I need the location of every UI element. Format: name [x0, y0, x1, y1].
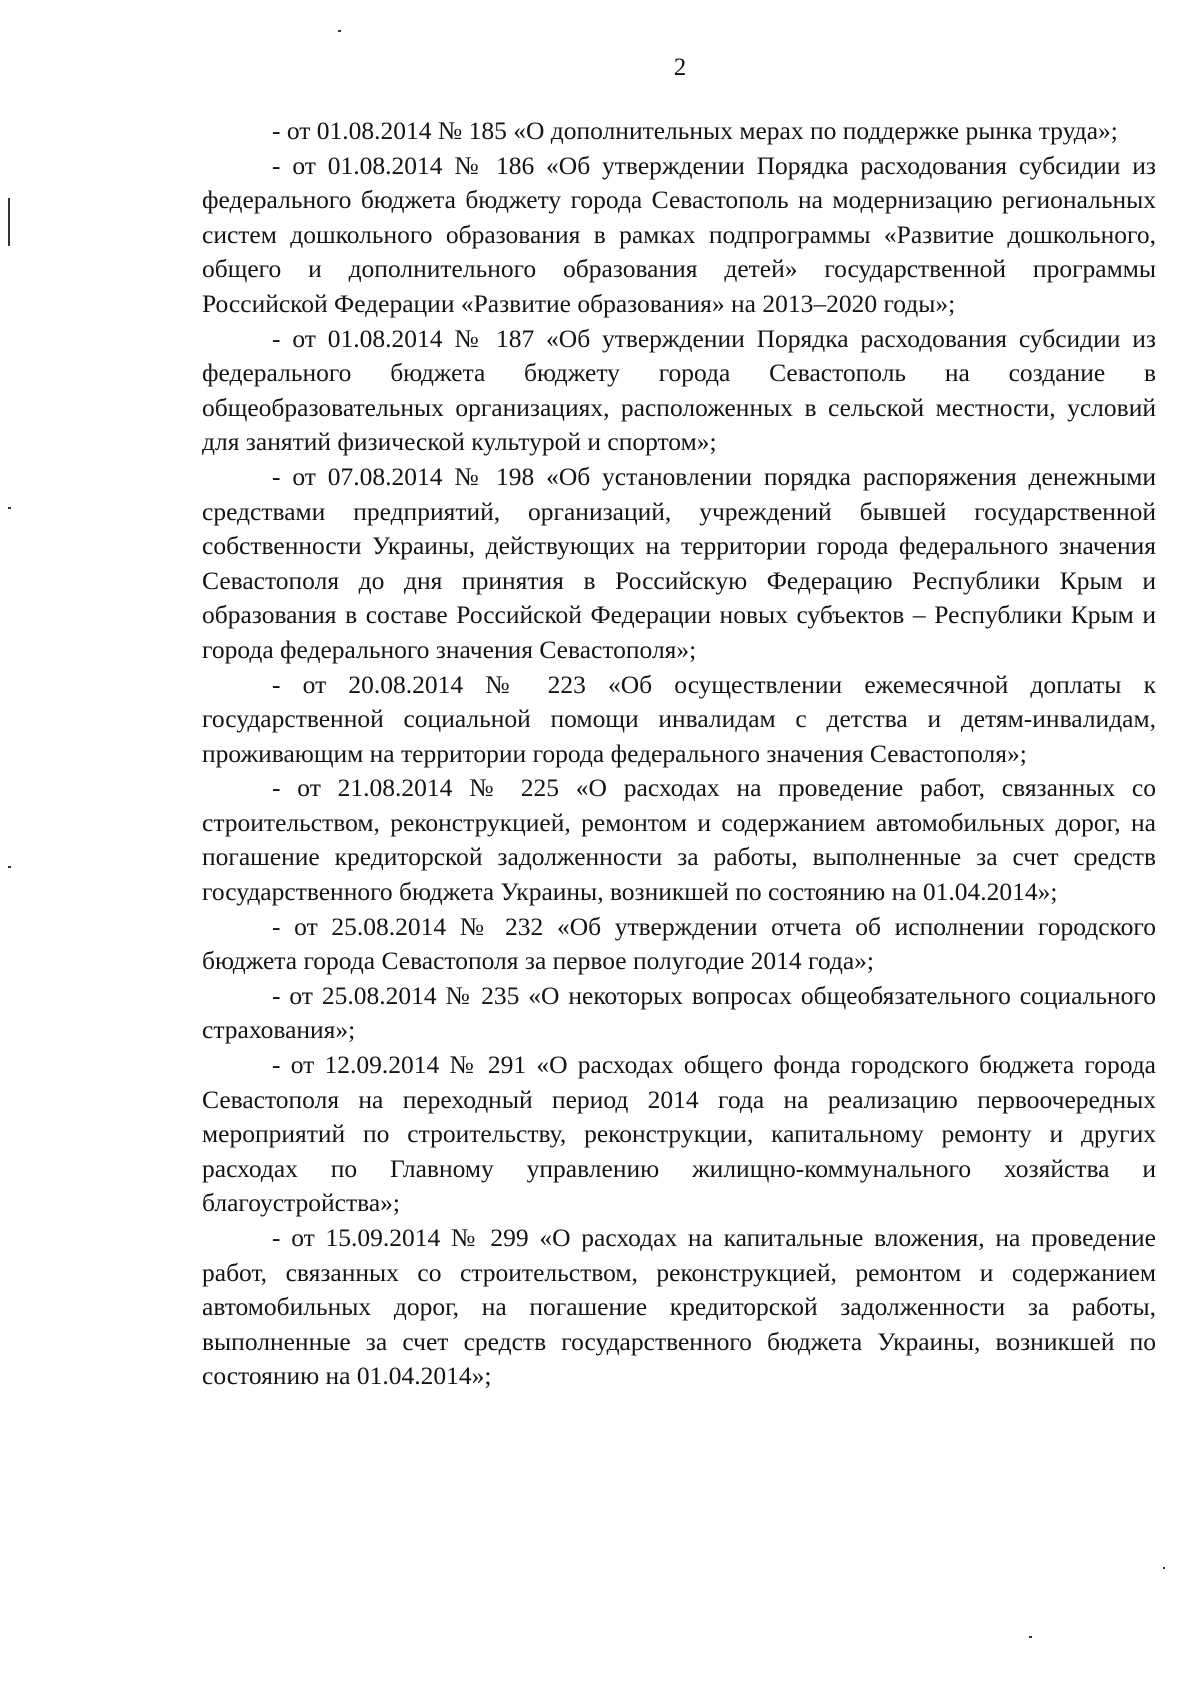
list-item: - от 12.09.2014 № 291 «О расходах общего фонда городского бюджета города Севастополя на переходный период 2014 года на реализацию первоочередных мероприятий по строительству, реконструкции, капитальному ремонту и других расходах по Главному управлению жилищно-коммунального хозяйства и благоустройства»; — [202, 1050, 1156, 1218]
scan-margin-mark — [8, 198, 10, 246]
list-item: - от 07.08.2014 № 198 «Об установлении порядка распоряжения денежными средствами предприятий, организаций, учреждений бывшей государственной собственности Украины, действующих на территории города федерального значения Севастополя до дня принятия в Российскую Федерацию Республики Крым и образования в составе Российской Федерации новых субъектов – Республики Крым и города федерального значения Севастополя»; — [202, 461, 1156, 664]
resolution-list — [202, 114, 1156, 1394]
list-item: - от 20.08.2014 № 223 «Об осуществлении ежемесячной доплаты к государственной социальной помощи инвалидам с детства и детям-инвалидам, проживающим на территории города федерального значения Севастополя»; — [202, 669, 1156, 768]
scan-speck — [1163, 1567, 1165, 1569]
list-item: - от 01.08.2014 № 186 «Об утверждении Порядка расходования субсидии из федерального бюджета бюджету города Севастополь на модернизацию региональных систем дошкольного образования в рамках подпрограммы «Развитие дошкольного, общего и дополнительного образования детей» государственной программы Российской Федерации «Развитие образования» на 2013–2020 годы»; — [202, 150, 1156, 318]
list-item: - от 25.08.2014 № 235 «О некоторых вопросах общеобязательного социального страхования»; — [202, 980, 1156, 1045]
page-number: 2 — [673, 54, 687, 81]
list-item: - от 01.08.2014 № 185 «О дополнительных мерах по поддержке рынка труда»; — [272, 116, 1118, 145]
scan-speck — [8, 866, 11, 868]
scan-speck — [338, 30, 341, 32]
list-item: - от 01.08.2014 № 187 «Об утверждении Порядка расходования субсидии из федерального бюджета бюджету города Севастополь на создание в общеобразовательных организациях, расположенных в сельской местности, условий для занятий физической культурой и спортом»; — [202, 323, 1156, 457]
list-item: - от 25.08.2014 № 232 «Об утверждении отчета об исполнении городского бюджета города Севастополя за первое полугодие 2014 года»; — [202, 911, 1156, 976]
scan-speck — [8, 507, 11, 509]
list-item: - от 15.09.2014 № 299 «О расходах на капитальные вложения, на проведение работ, связанных со строительством, реконструкцией, ремонтом и содержанием автомобильных дорог, на погашение кредиторской задолженности за работы, выполненные за счет средств государственного бюджета Украины, возникшей по состоянию на 01.04.2014»; — [202, 1223, 1156, 1391]
list-item: - от 21.08.2014 № 225 «О расходах на проведение работ, связанных со строительством, реконструкцией, ремонтом и содержанием автомобильных дорог, на погашение кредиторской задолженности за работы, выполненные за счет средств государственного бюджета Украины, возникшей по состоянию на 01.04.2014»; — [202, 773, 1156, 907]
scan-speck — [1029, 1636, 1032, 1638]
